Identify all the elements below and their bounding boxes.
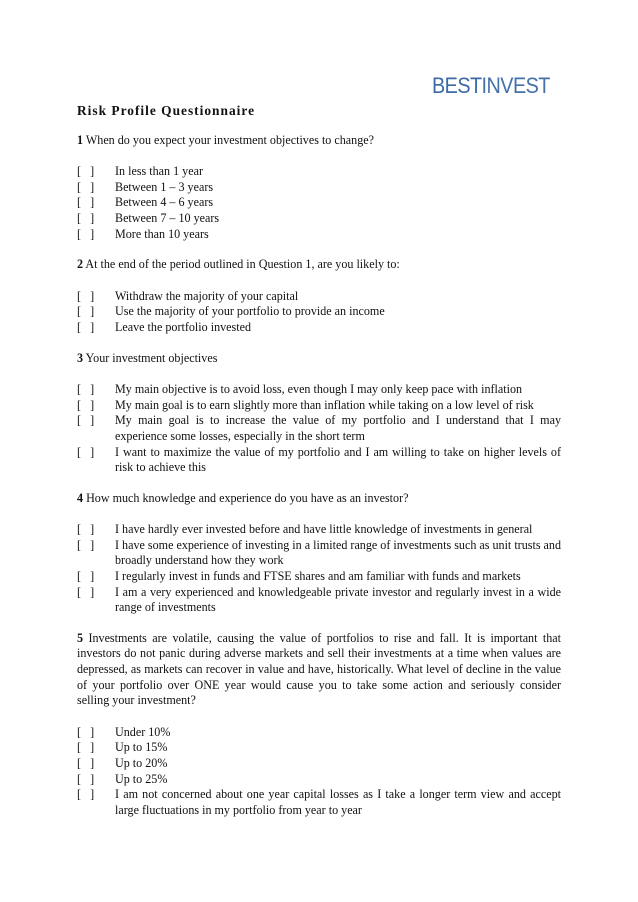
answer-option[interactable] <box>77 772 561 788</box>
answer-checkbox[interactable]: [ ] <box>77 164 95 179</box>
answer-checkbox[interactable]: [ ] <box>77 226 95 241</box>
answer-option[interactable] <box>77 569 561 585</box>
answer-checkbox[interactable]: [ ] <box>77 195 95 210</box>
question-text: At the end of the period outlined in Question 1, are you likely to: <box>83 257 400 272</box>
question-list <box>77 133 561 819</box>
answer-label: Between 7 – 10 years <box>115 210 220 225</box>
answer-checkbox[interactable]: [ ] <box>77 756 95 770</box>
answer-checkbox[interactable]: [ ] <box>77 397 95 412</box>
answer-checkbox[interactable]: [ ] <box>77 288 95 303</box>
question-number: 1 <box>77 132 84 147</box>
question-text: When do you expect your investment objectives to change? <box>83 132 374 147</box>
answer-label: My main goal is to increase the value of my portfolio and I understand that I may experience some losses, especially in the short term <box>115 413 561 443</box>
answer-option[interactable] <box>77 756 561 772</box>
answer-option[interactable] <box>77 211 561 227</box>
option-list <box>77 522 561 616</box>
answer-label: Up to 25% <box>115 771 168 786</box>
answer-label: Use the majority of your portfolio to provide an income <box>115 304 385 319</box>
answer-option[interactable] <box>77 585 561 616</box>
question-2 <box>77 257 561 273</box>
question-4 <box>77 491 561 507</box>
question-number: 2 <box>77 257 84 272</box>
logo-part-invest: INVEST <box>481 73 550 98</box>
answer-checkbox[interactable]: [ ] <box>77 382 95 397</box>
logo-part-best: BEST <box>432 73 482 98</box>
question-number: 5 <box>77 630 84 645</box>
answer-label: Up to 20% <box>115 756 168 770</box>
answer-option[interactable] <box>77 195 561 211</box>
answer-label: Between 1 – 3 years <box>115 179 214 194</box>
answer-checkbox[interactable]: [ ] <box>77 787 95 802</box>
question-5 <box>77 631 561 709</box>
answer-option[interactable] <box>77 320 561 336</box>
answer-label: I have hardly ever invested before and have little knowledge of investments in general <box>115 522 533 537</box>
answer-label: My main objective is to avoid loss, even though I may only keep pace with inflation <box>115 382 523 397</box>
answer-label: My main goal is to earn slightly more than inflation while taking on a low level of risk <box>115 397 534 412</box>
answer-label: I am a very experienced and knowledgeable private investor and regularly invest in a wide range of investments <box>115 584 561 615</box>
answer-checkbox[interactable]: [ ] <box>77 537 95 552</box>
answer-checkbox[interactable]: [ ] <box>77 413 95 428</box>
answer-label: Withdraw the majority of your capital <box>115 288 299 303</box>
answer-option[interactable] <box>77 304 561 320</box>
answer-checkbox[interactable]: [ ] <box>77 179 95 194</box>
answer-label: More than 10 years <box>115 226 209 241</box>
answer-checkbox[interactable]: [ ] <box>77 740 95 755</box>
answer-checkbox[interactable]: [ ] <box>77 569 95 584</box>
answer-label: I am not concerned about one year capital losses as I take a longer term view and accept large fluctuations in my portfolio from year to year <box>115 787 561 817</box>
question-number: 4 <box>77 490 84 505</box>
answer-checkbox[interactable]: [ ] <box>77 210 95 225</box>
answer-option[interactable] <box>77 413 561 444</box>
answer-checkbox[interactable]: [ ] <box>77 444 95 459</box>
question-number: 3 <box>77 350 84 365</box>
answer-checkbox[interactable]: [ ] <box>77 522 95 537</box>
question-3 <box>77 351 561 367</box>
answer-label: Under 10% <box>115 724 171 739</box>
answer-checkbox[interactable]: [ ] <box>77 319 95 334</box>
question-1 <box>77 133 561 149</box>
question-text: Investments are volatile, causing the value of portfolios to rise and fall. It is important that investors do not panic during adverse markets and sell their investments at a time when values are depressed, as markets can recover in value and have, historically. What level of decline in the value of your portfolio over ONE year would cause you to take some action and seriously consider selling your investment? <box>77 630 561 708</box>
answer-option[interactable] <box>77 740 561 756</box>
question-text: How much knowledge and experience do you have as an investor? <box>83 490 409 505</box>
answer-option[interactable] <box>77 164 561 180</box>
answer-option[interactable] <box>77 180 561 196</box>
answer-label: Leave the portfolio invested <box>115 319 252 334</box>
answer-option[interactable] <box>77 382 561 398</box>
answer-label: I regularly invest in funds and FTSE shares and am familiar with funds and markets <box>115 569 521 584</box>
questionnaire <box>77 103 561 833</box>
answer-checkbox[interactable]: [ ] <box>77 304 95 319</box>
answer-label: Up to 15% <box>115 740 168 755</box>
answer-option[interactable] <box>77 787 561 818</box>
answer-option[interactable] <box>77 227 561 243</box>
answer-option[interactable] <box>77 398 561 414</box>
answer-option[interactable] <box>77 538 561 569</box>
answer-option[interactable] <box>77 445 561 476</box>
option-list <box>77 725 561 819</box>
answer-label: Between 4 – 6 years <box>115 195 214 210</box>
question-text: Your investment objectives <box>83 350 218 365</box>
answer-option[interactable] <box>77 289 561 305</box>
answer-option[interactable] <box>77 522 561 538</box>
option-list <box>77 382 561 476</box>
answer-checkbox[interactable]: [ ] <box>77 584 95 599</box>
answer-checkbox[interactable]: [ ] <box>77 724 95 739</box>
answer-option[interactable] <box>77 725 561 741</box>
answer-label: In less than 1 year <box>115 164 203 179</box>
answer-checkbox[interactable]: [ ] <box>77 771 95 786</box>
option-list <box>77 164 561 242</box>
page-title: Risk Profile Questionnaire <box>77 103 256 118</box>
option-list <box>77 289 561 336</box>
answer-label: I have some experience of investing in a limited range of investments such as unit trusts and broadly understand how they work <box>115 537 562 568</box>
bestinvest-logo <box>432 73 550 99</box>
answer-label: I want to maximize the value of my portfolio and I am willing to take on higher levels of risk to achieve this <box>115 444 561 475</box>
